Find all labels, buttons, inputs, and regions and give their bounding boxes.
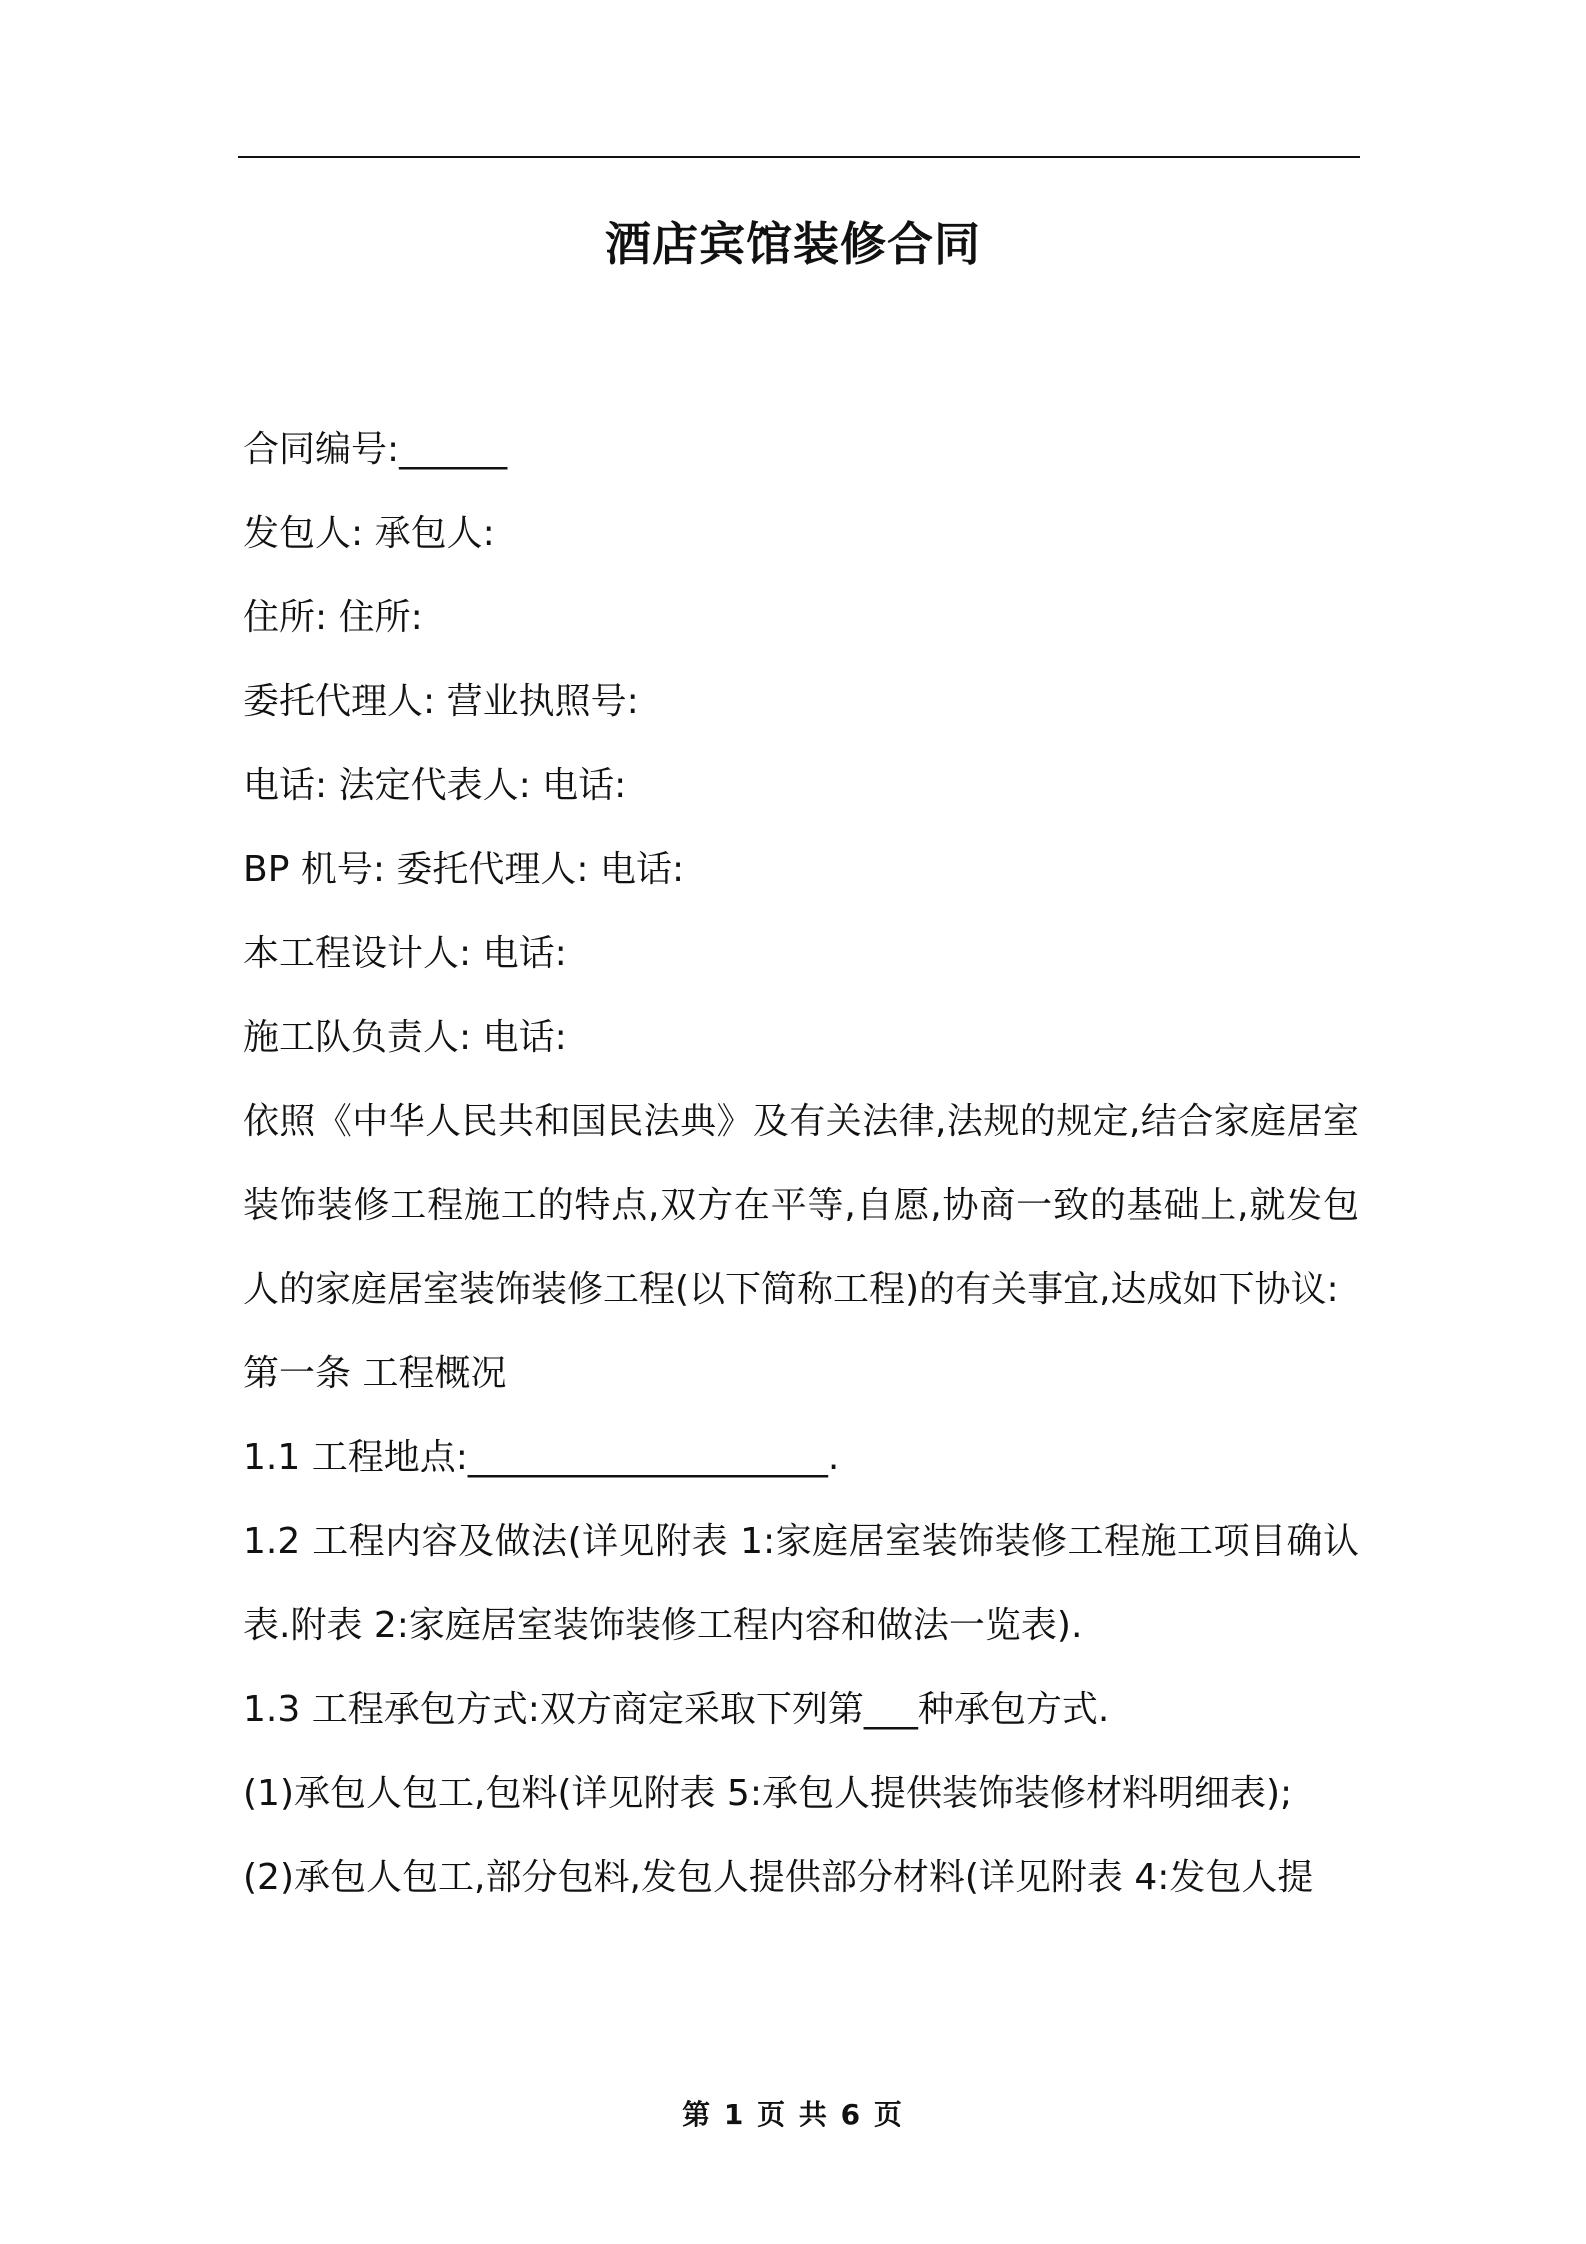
item-1-2: 1.2 工程内容及做法(详见附表 1:家庭居室装饰装修工程施工项目确认表.附表 2:家庭居室装饰装修工程内容和做法一览表). [243,1521,1359,1646]
header-rule [238,156,1360,158]
item-1-3: 1.3 工程承包方式:双方商定采取下列第___种承包方式. [243,1689,1110,1730]
address-line: 住所: 住所: [243,597,423,638]
option-1: (1)承包人包工,包料(详见附表 5:承包人提供装饰装修材料明细表); [243,1773,1293,1814]
designer-phone-line: 本工程设计人: 电话: [243,933,567,974]
phone-representative-line: 电话: 法定代表人: 电话: [243,765,627,806]
team-leader-phone-line: 施工队负责人: 电话: [243,1017,567,1058]
preamble-paragraph: 依照《中华人民共和国民法典》及有关法律,法规的规定,结合家庭居室装饰装修工程施工的特点,双方在平等,自愿,协商一致的基础上,就发包人的家庭居室装饰装修工程(以下简称工程)的有关事宜,达成如下协议: [243,1101,1359,1310]
contract-number-line: 合同编号:______ [243,429,508,470]
article-1-heading: 第一条 工程概况 [243,1353,507,1394]
parties-line: 发包人: 承包人: [243,513,495,554]
page-number: 第 1 页 共 6 页 [682,2098,904,2131]
document-body [243,408,1359,1920]
document-title: 酒店宾馆装修合同 [605,217,981,271]
item-1-1: 1.1 工程地点:____________________. [243,1437,840,1478]
option-2: (2)承包人包工,部分包料,发包人提供部分材料(详见附表 4:发包人提 [243,1857,1314,1898]
bp-agent-phone-line: BP 机号: 委托代理人: 电话: [243,849,685,890]
agent-license-line: 委托代理人: 营业执照号: [243,681,639,722]
